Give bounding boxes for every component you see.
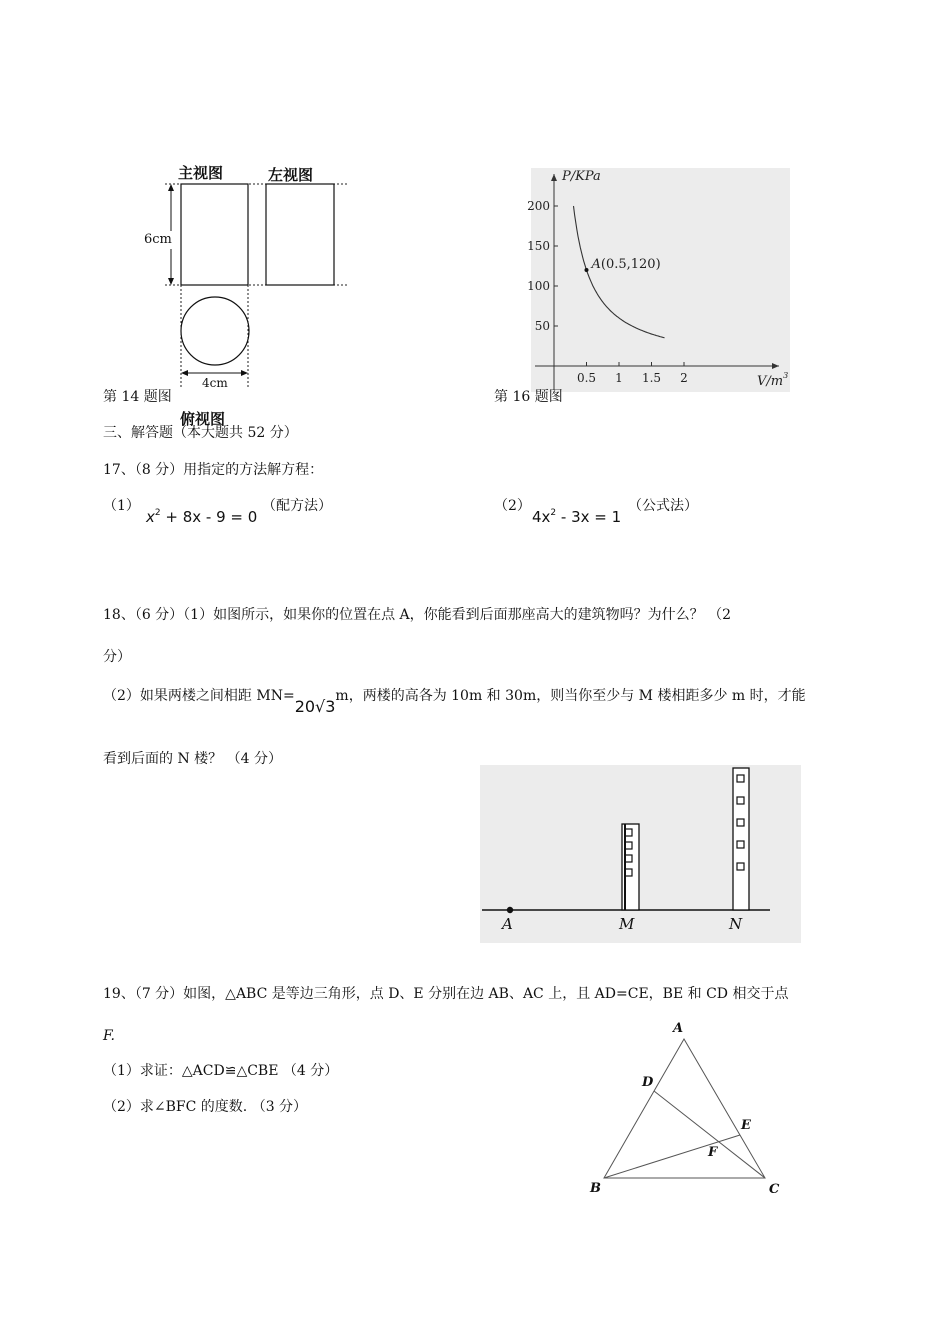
y-axis-arrow <box>551 174 557 181</box>
vertex-D: D <box>642 1075 654 1090</box>
building-N <box>733 768 749 910</box>
x-tick-label: 2 <box>680 371 688 385</box>
q19-line2: F. <box>103 1028 115 1044</box>
q19-part2: （2）求∠BFC 的度数. （3 分） <box>103 1099 308 1115</box>
figure-18 <box>480 765 801 943</box>
x-tick-label: 0.5 <box>576 371 597 385</box>
figure-16-caption: 第 16 题图 <box>494 389 563 405</box>
point-A <box>507 907 513 913</box>
vertex-C: C <box>769 1182 780 1197</box>
triangle-drawing <box>585 1018 785 1203</box>
y-tick-label: 100 <box>527 279 550 293</box>
q19-part1: （1）求证：△ACD≌△CBE （4 分） <box>103 1063 339 1079</box>
left-view-label: 左视图 <box>268 166 314 184</box>
top-view-circle <box>181 297 249 365</box>
chart-x-axis-label: $V/m^3$ <box>757 371 789 389</box>
x-axis-arrow <box>772 363 779 369</box>
vertex-B: B <box>590 1181 601 1196</box>
mn-distance: 20√3 <box>294 697 336 716</box>
vertex-F: F <box>708 1145 718 1160</box>
section-heading: 三、解答题（本大题共 52 分） <box>103 425 298 441</box>
q18-line3: （2）如果两楼之间相距 MN=20√3m，两楼的高各为 10m 和 30m，则当你至少与 M 楼相距多少 m 时，才能 <box>103 688 806 716</box>
width-label: 4cm <box>202 376 228 390</box>
vertex-A: A <box>673 1021 684 1036</box>
y-tick-label: 50 <box>534 319 550 333</box>
figure-14-caption: 第 14 题图 <box>103 389 172 405</box>
front-view-label: 主视图 <box>178 164 224 182</box>
q17-part2-equation: $4x^2 - 3x = 1$ <box>532 508 622 526</box>
chart-point-label: A(0.5,120) <box>591 257 661 272</box>
x-tick-label: 1 <box>615 371 623 385</box>
chart-y-axis-label: P/KPa <box>562 169 601 184</box>
y-tick-label: 150 <box>527 239 550 253</box>
q17-stem: 17、（8 分）用指定的方法解方程： <box>103 462 324 478</box>
segment-BE <box>604 1135 740 1178</box>
triangle-ABC <box>604 1039 765 1178</box>
q17-part1-method: （配方法） <box>262 498 332 514</box>
q17-part2-number: （2） <box>494 498 531 514</box>
q18-line2: 分） <box>103 649 131 665</box>
q19-line1: 19、（7 分）如图，△ABC 是等边三角形，点 D、E 分别在边 AB、AC 上，且 AD=CE，BE 和 CD 相交于点 <box>103 986 789 1002</box>
height-label: 6cm <box>144 232 172 247</box>
figure-19 <box>585 1018 785 1203</box>
left-view-rect <box>266 184 334 285</box>
q17-part1-equation: $x^2 + 8x - 9 = 0$ <box>146 508 258 526</box>
pressure-volume-chart <box>527 168 790 392</box>
figure-16 <box>527 168 790 392</box>
top-view-label: 俯视图 <box>180 410 226 428</box>
x-tick-label: 1.5 <box>641 371 662 385</box>
label-N: N <box>729 915 743 933</box>
chart-point-A <box>585 268 589 272</box>
q18-line4: 看到后面的 N 楼？ （4 分） <box>103 751 282 767</box>
front-view-rect <box>181 184 248 285</box>
q17-part2-method: （公式法） <box>628 498 698 514</box>
q17-part1-number: （1） <box>103 498 140 514</box>
vertex-E: E <box>741 1118 751 1133</box>
label-A: A <box>502 915 513 933</box>
y-tick-label: 200 <box>527 199 550 213</box>
label-M: M <box>619 915 635 933</box>
q18-line1: 18、（6 分）（1）如图所示，如果你的位置在点 A，你能看到后面那座高大的建筑物吗？为什么？ （2 <box>103 607 731 623</box>
buildings-drawing <box>480 765 801 943</box>
